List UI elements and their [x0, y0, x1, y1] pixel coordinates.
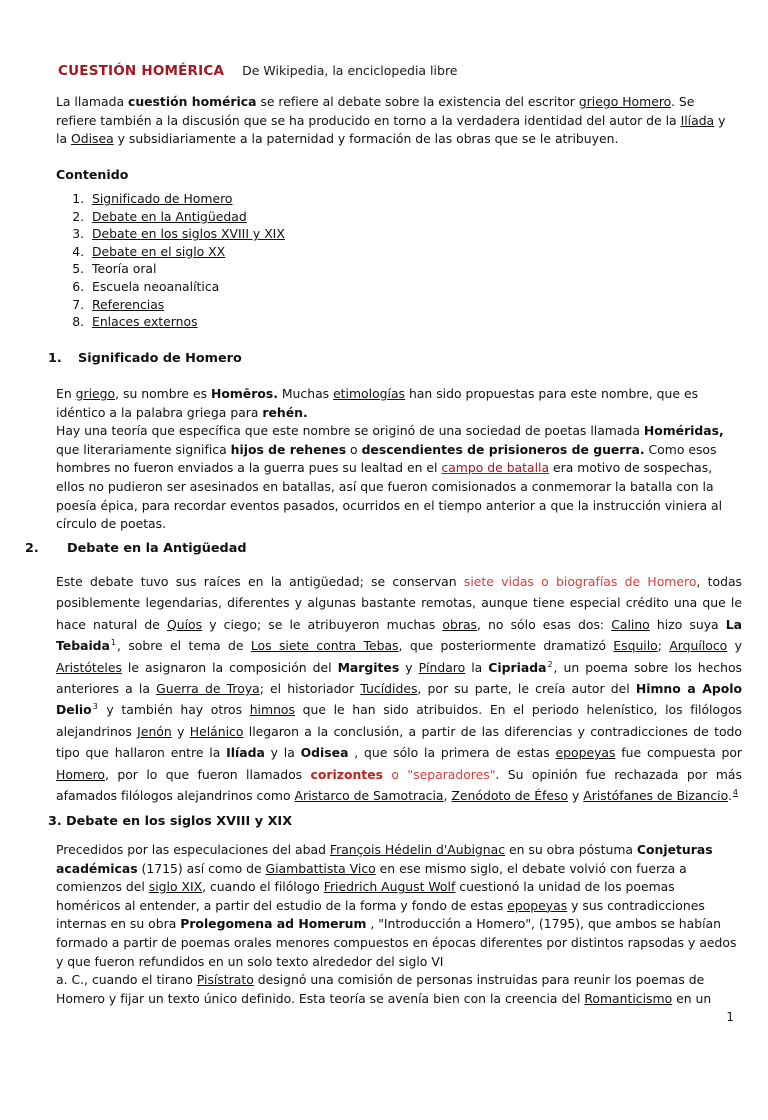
s2-text-2: , todas posiblemente legendarias, diferentes y algunas bastante remotas, aunque tiene especial crédito una que le hace natural de	[56, 574, 742, 632]
footnote-ref-4[interactable]: 4	[732, 787, 739, 797]
toc-item-label: Escuela neoanalítica	[92, 278, 220, 294]
section-heading-2	[25, 541, 247, 556]
s1-text-8: Como esos hombres no fueron enviados a la guerra pues su lealtad en el	[56, 441, 717, 476]
section-title: Significado de Homero	[78, 351, 242, 366]
lead-text-5: y subsidiariamente a la paternidad y formación de las obras que se le atribuyen.	[113, 131, 619, 147]
s1-text-4: han sido propuestas para este nombre, que es idéntico a la palabra griega para	[56, 386, 699, 420]
footnote-ref-2[interactable]: 2	[547, 659, 553, 669]
s2-text-18: y	[171, 723, 190, 739]
s2-text-5: hizo suya	[649, 616, 726, 632]
page-number: 1	[726, 1010, 734, 1024]
toc-item-3[interactable]	[88, 225, 285, 243]
s2-text-26: y	[568, 788, 584, 804]
link-griego-homero[interactable]: griego Homero	[578, 94, 671, 109]
footnote-ref-1[interactable]: 1	[110, 638, 117, 648]
page-subtitle: De Wikipedia, la enciclopedia libre	[242, 63, 458, 78]
s2-text-10: le asignaron la composición del	[121, 659, 338, 675]
link-himnos[interactable]: himnos	[249, 702, 295, 718]
link-guerra-de-troya[interactable]: Guerra de Troya	[156, 681, 260, 697]
s3-text-11: en un	[672, 990, 712, 1006]
s2-bold-margites: Margites	[337, 659, 400, 675]
s1-text-6: que literariamente significa	[56, 441, 231, 457]
link-francois-hedelin-daubignac[interactable]: François Hédelin d'Aubignac	[329, 842, 506, 857]
s2-bold-odisea: Odisea	[300, 745, 349, 761]
section-1-body	[56, 385, 738, 534]
footnote-ref-3[interactable]: 3	[92, 702, 98, 712]
s3-text-6: cuestionó la unidad de los poemas homéricos al entender, a partir del estudio de la forma y fondo de estas	[56, 879, 675, 913]
document-header	[58, 60, 458, 79]
s1-bold-homeridas: Homéridas,	[643, 423, 724, 439]
table-of-contents	[56, 190, 285, 331]
section-title: Debate en la Antigüedad	[67, 541, 247, 556]
section-heading-1	[48, 351, 242, 366]
section-3-body	[56, 841, 738, 1008]
s2-text-25: ,	[443, 788, 452, 804]
link-aristofanes-de-bizancio[interactable]: Aristófanes de Bizancio	[583, 788, 728, 804]
s3-text-4: en ese mismo siglo, el debate volvió con fuerza a comienzos del	[56, 860, 687, 895]
s2-text-3: y ciego; se le atribuyeron muchas	[202, 616, 443, 632]
link-odisea[interactable]: Odisea	[70, 131, 114, 147]
toc-item-label[interactable]: Debate en el siglo XX	[92, 243, 226, 259]
s3-text-9: a. C., cuando el tirano	[56, 972, 197, 988]
toc-item-7[interactable]	[88, 296, 285, 314]
toc-item-label[interactable]: Debate en los siglos XVIII y XIX	[92, 226, 285, 242]
s2-text-17: que le han sido atribuidos. En el periodo helenístico, los filólogos alejandrinos	[56, 702, 742, 739]
highlight-separadores: o "separadores"	[383, 766, 496, 782]
s2-text-27: .	[727, 788, 732, 804]
section-2-body	[56, 571, 742, 806]
s1-text-1: En	[56, 386, 76, 401]
s3-text-3: (1715) así como de	[137, 860, 266, 876]
s1-text-2: , su nombre es	[115, 386, 212, 401]
link-iliada[interactable]: Ilíada	[680, 112, 715, 128]
link-aristarco-de-samotracia[interactable]: Aristarco de Samotracia	[294, 788, 444, 804]
lead-term-bold: cuestión homérica	[127, 94, 257, 109]
link-aristoteles[interactable]: Aristóteles	[56, 659, 122, 675]
s2-text-15: , por su parte, le creía autor del	[417, 681, 636, 697]
link-campo-de-batalla[interactable]: campo de batalla	[441, 460, 550, 476]
toc-item-label[interactable]: Enlaces externos	[92, 314, 198, 330]
s2-bold-himno-apolo-delio: Himno a Apolo Delio	[56, 681, 742, 718]
s3-bold-conjeturas-academicas: Conjeturas académicas	[56, 842, 713, 876]
s3-text-7: y sus contradicciones internas en su obra	[56, 897, 705, 932]
s2-text-11: y	[399, 659, 419, 675]
lead-text-4: y la	[56, 112, 726, 147]
s2-text-20: y la	[264, 745, 301, 761]
s2-text-8: ;	[657, 638, 670, 654]
toc-item-5	[88, 260, 285, 278]
link-etimologias[interactable]: etimologías	[333, 386, 406, 401]
s2-text-4: , no sólo esas dos:	[477, 616, 612, 632]
lead-text-1: La llamada	[56, 94, 128, 109]
s1-text-3: Muchas	[277, 386, 334, 401]
link-homero[interactable]: Homero	[56, 766, 105, 782]
link-jenon[interactable]: Jenón	[137, 723, 172, 739]
lead-text-2: se refiere al debate sobre la existencia del escritor	[256, 94, 579, 109]
s2-text-1: Este debate tuvo sus raíces en la antigüedad; se conservan	[56, 574, 464, 589]
link-esquilo[interactable]: Esquilo	[613, 638, 658, 654]
s3-text-5: , cuando el filólogo	[202, 879, 324, 895]
link-griego[interactable]: griego	[75, 386, 116, 401]
s2-text-16: y también hay otros	[98, 702, 250, 718]
section-number: 1.	[48, 351, 62, 366]
s1-bold-hijos: hijos de rehenes	[230, 441, 347, 457]
toc-item-label[interactable]: Debate en la Antigüedad	[92, 208, 247, 224]
toc-item-6	[88, 278, 285, 296]
s1-bold-homeros: Homēros.	[211, 386, 278, 401]
link-zenodoto-de-efeso[interactable]: Zenódoto de Éfeso	[451, 788, 569, 804]
s2-bold-cipriada: Cipriada	[488, 659, 547, 675]
s1-text-5: Hay una teoría que específica que este nombre se originó de una sociedad de poetas llamada	[56, 423, 644, 439]
link-epopeyas[interactable]: epopeyas	[555, 745, 616, 761]
link-pisistrato[interactable]: Pisístrato	[196, 972, 254, 988]
highlight-siete-vidas: siete vidas o biografías de Homero	[463, 574, 697, 589]
s1-text-7: o	[346, 441, 362, 457]
s2-text-14: ; el historiador	[259, 681, 361, 697]
s2-bold-la-tebaida: La Tebaida	[56, 616, 742, 654]
lead-paragraph	[56, 93, 738, 149]
s3-text-10: designó una comisión de personas instruidas para reunir los poemas de Homero y fijar un texto único definido. Esta teoría se avenía bien con la creencia del	[56, 972, 705, 1006]
page-title: CUESTIÓN HOMÉRICA	[58, 63, 225, 79]
link-epopeyas-2[interactable]: epopeyas	[507, 897, 568, 913]
section-number: 3.	[48, 814, 62, 829]
section-title: Debate en los siglos XVIII y XIX	[66, 814, 293, 829]
section-number: 2.	[25, 541, 39, 556]
toc-item-label: Teoría oral	[92, 261, 157, 277]
toc-item-8[interactable]	[88, 313, 285, 331]
toc-item-2[interactable]	[88, 208, 285, 226]
link-romanticismo[interactable]: Romanticismo	[584, 990, 673, 1006]
link-calino[interactable]: Calino	[611, 616, 650, 632]
toc-item-label[interactable]: Referencias	[92, 296, 165, 312]
link-friedrich-august-wolf[interactable]: Friedrich August Wolf	[323, 879, 456, 895]
s2-text-6: , sobre el tema de	[117, 638, 251, 654]
s3-text-1: Precedidos por las especulaciones del abad	[56, 842, 330, 857]
s1-bold-rehen: rehén.	[262, 404, 308, 420]
link-tucidides[interactable]: Tucídides	[360, 681, 418, 697]
contents-heading: Contenido	[56, 167, 129, 182]
s3-text-8: , "Introducción a Homero", (1795), que ambos se habían formado a partir de poemas orales menores compuestos en épocas diferentes por distintos rapsodas y aedos y que fueron refundidos en un solo texto alrededor del siglo VI	[56, 916, 737, 969]
highlight-corizontes: corizontes	[310, 766, 383, 782]
s2-text-13: , un poema sobre los hechos anteriores a la	[56, 659, 742, 697]
toc-item-label[interactable]: Significado de Homero	[92, 191, 233, 206]
toc-item-4[interactable]	[88, 243, 285, 261]
s2-text-19: llegaron a la conclusión, a partir de las diferencias y contradicciones de todo tipo que hallaron entre la	[56, 723, 742, 761]
s3-text-2: en su obra póstuma	[505, 842, 637, 857]
link-arquiloco[interactable]: Arquíloco	[669, 638, 728, 654]
link-helanico[interactable]: Helánico	[189, 723, 244, 739]
s2-text-24: . Su opinión fue rechazada por más afamados filólogos alejandrinos como	[56, 766, 742, 804]
link-siglo-xix[interactable]: siglo XIX	[148, 879, 203, 895]
link-pindaro[interactable]: Píndaro	[418, 659, 466, 675]
s2-text-21: , que sólo la primera de estas	[348, 745, 556, 761]
section-heading-3	[48, 814, 292, 829]
lead-text-3: . Se refiere también a la discusión que se ha producido en torno a la verdadera identidad del autor de la	[56, 94, 695, 128]
toc-item-1[interactable]	[88, 190, 285, 208]
s1-text-9: era motivo de sospechas, ellos no pudieron ser asesinados en batallas, así que fueron comisionados a conmemorar la batalla con la poesía épica, para recordar eventos pasados, ocurridos en el tiempo anterior a que la instrucción viniera al círculo de poetas.	[56, 460, 723, 532]
s2-bold-iliada: Ilíada	[226, 745, 265, 761]
s2-text-23: , por lo que fueron llamados	[105, 766, 311, 782]
s2-text-22: fue compuesta por	[615, 745, 743, 761]
s3-bold-prolegomena: Prolegomena ad Homerum	[180, 916, 367, 932]
link-los-siete-contra-tebas[interactable]: Los siete contra Tebas	[250, 638, 399, 654]
link-quios[interactable]: Quíos	[167, 616, 203, 632]
link-giambattista-vico[interactable]: Giambattista Vico	[265, 860, 376, 876]
s1-bold-descendientes: descendientes de prisioneros de guerra.	[361, 441, 645, 457]
s2-text-9: y	[727, 638, 742, 654]
s2-text-12: la	[465, 659, 489, 675]
s2-text-7: , que posteriormente dramatizó	[398, 638, 614, 654]
link-obras[interactable]: obras	[442, 616, 477, 632]
